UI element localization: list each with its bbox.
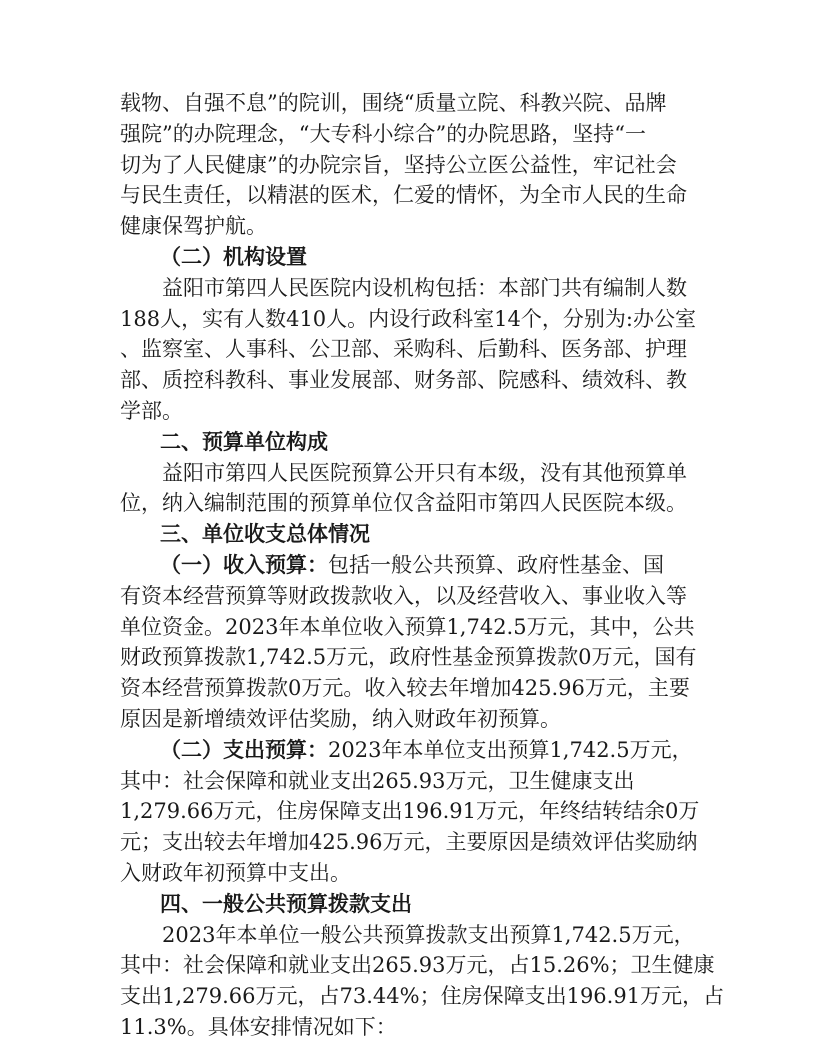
body-text [120, 88, 725, 1043]
line-text: 188人，实有人数410人。内设行政科室14个，分别为:办公室 [120, 306, 696, 331]
bold-label: 二、预算单位构成 [160, 428, 328, 454]
bold-label: （二）机构设置 [160, 243, 307, 269]
line-text: 其中：社会保障和就业支出265.93万元，卫生健康支出 [120, 768, 635, 793]
line-text: 载物、自强不息”的院训，围绕“质量立院、科教兴院、品牌 [120, 91, 667, 115]
text-line [120, 827, 698, 858]
text-line [120, 211, 695, 242]
text-line [120, 1012, 695, 1043]
text-line [120, 981, 725, 1012]
text-line [120, 180, 695, 211]
line-text: 财政预算拨款1,742.5万元，政府性基金预算拨款0万元，国有 [120, 645, 697, 670]
section-heading [120, 889, 695, 920]
text-line [120, 304, 695, 335]
line-text: 位，纳入编制范围的预算单位仅含益阳市第四人民医院本级。 [120, 491, 687, 516]
line-text: 益阳市第四人民医院预算公开只有本级，没有其他预算单 [162, 460, 687, 485]
text-line [120, 273, 695, 304]
text-line [120, 950, 715, 981]
text-line [120, 488, 695, 519]
line-text: 部、质控科教科、事业发展部、财务部、院感科、绩效科、教 [120, 368, 687, 393]
text-line [120, 704, 695, 735]
bold-label: （一）收入预算： [160, 551, 328, 577]
text-line [120, 550, 695, 581]
section-heading [120, 519, 695, 550]
line-text: 支出1,279.66万元，占73.44%；住房保障支出196.91万元，占 [120, 984, 725, 1009]
line-text: 、监察室、人事科、公卫部、采购科、后勤科、医务部、护理 [120, 337, 687, 362]
line-text: 11.3%。具体安排情况如下： [120, 1014, 397, 1039]
text-line [120, 612, 695, 643]
line-text: 原因是新增绩效评估奖励，纳入财政年初预算。 [120, 706, 561, 731]
text-line [120, 642, 695, 673]
line-text: 切为了人民健康”的办院宗旨，坚持公立医公益性，牢记社会 [120, 152, 677, 177]
bold-label: 三、单位收支总体情况 [160, 521, 370, 547]
section-heading [120, 427, 695, 458]
line-text: 资本经营预算拨款0万元。收入较去年增加425.96万元，主要 [120, 676, 690, 701]
line-text: 益阳市第四人民医院内设机构包括：本部门共有编制人数 [162, 275, 687, 300]
section-heading [120, 242, 695, 273]
line-text: 与民生责任，以精湛的医术，仁爱的情怀，为全市人民的生命 [120, 183, 687, 208]
text-line [120, 396, 695, 427]
text-line [120, 458, 695, 489]
bold-label: （二）支出预算： [160, 736, 328, 762]
text-line [120, 920, 695, 951]
line-text: 2023年本单位一般公共预算拨款支出预算1,742.5万元， [162, 922, 695, 947]
line-text: 入财政年初预算中支出。 [120, 860, 351, 885]
line-text: 2023年本单位支出预算1,742.5万元， [328, 737, 693, 762]
text-line [120, 150, 695, 181]
line-text: 有资本经营预算等财政拨款收入，以及经营收入、事业收入等 [120, 583, 687, 608]
line-text: 强院”的办院理念，“大专科小综合”的办院思路，坚持“一 [120, 121, 646, 146]
line-text: 其中：社会保障和就业支出265.93万元，占15.26%；卫生健康 [120, 953, 715, 978]
line-text: 1,279.66万元，住房保障支出196.91万元，年终结转结余0万 [120, 799, 700, 824]
line-text: 健康保驾护航。 [120, 214, 267, 239]
text-line [120, 796, 700, 827]
text-line [120, 334, 695, 365]
text-line [120, 88, 695, 119]
line-text: 单位资金。2023年本单位收入预算1,742.5万元，其中，公共 [120, 614, 695, 639]
text-line [120, 858, 695, 889]
text-line [120, 766, 695, 797]
line-text: 学部。 [120, 398, 183, 423]
text-line [120, 735, 695, 766]
bold-label: 四、一般公共预算拨款支出 [160, 890, 412, 916]
text-line [120, 581, 695, 612]
text-line [120, 365, 695, 396]
text-line [120, 673, 695, 704]
line-text: 元；支出较去年增加425.96万元，主要原因是绩效评估奖励纳 [120, 830, 698, 855]
line-text: 包括一般公共预算、政府性基金、国 [328, 552, 664, 577]
text-line [120, 119, 695, 150]
